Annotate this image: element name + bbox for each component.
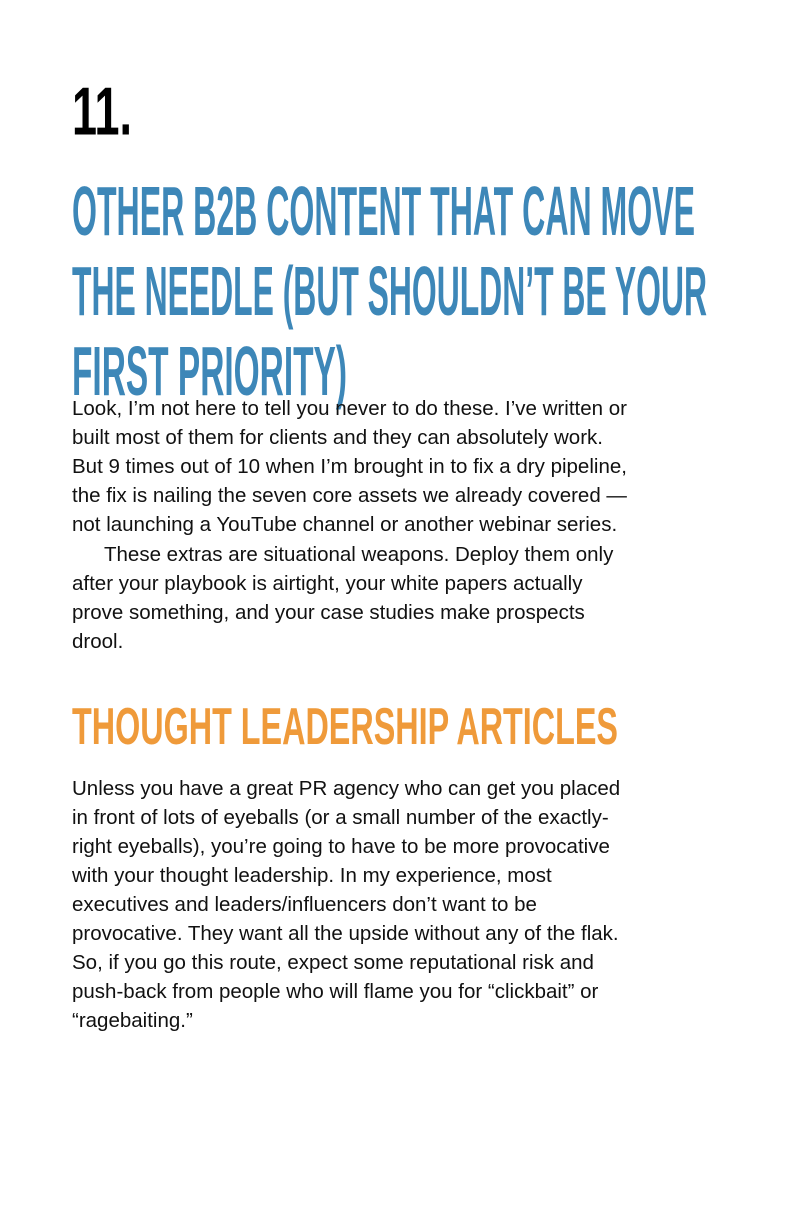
chapter-title-line: OTHER B2B CONTENT THAT CAN MOVE (72, 171, 695, 251)
section-paragraph (72, 774, 620, 1035)
text-line: But 9 times out of 10 when I’m brought in to fix a dry pipeline, (72, 455, 627, 478)
text-line: after your playbook is airtight, your white papers actually (72, 572, 583, 595)
text-line: provocative. They want all the upside without any of the flak. (72, 922, 619, 945)
text-line: right eyeballs), you’re going to have to be more provocative (72, 835, 610, 858)
chapter-number: 11. (72, 74, 132, 150)
intro-paragraph-2 (72, 540, 613, 656)
text-line: built most of them for clients and they can absolutely work. (72, 426, 603, 449)
text-line: So, if you go this route, expect some reputational risk and (72, 951, 594, 974)
text-line: These extras are situational weapons. Deploy them only (104, 543, 614, 566)
text-line: prove something, and your case studies make prospects (72, 601, 585, 624)
text-line: executives and leaders/influencers don’t want to be (72, 893, 537, 916)
text-line: in front of lots of eyeballs (or a small number of the exactly- (72, 806, 609, 829)
text-line: drool. (72, 630, 124, 653)
intro-paragraph-1 (72, 394, 627, 539)
text-line: the fix is nailing the seven core assets we already covered — (72, 484, 627, 507)
text-line: Unless you have a great PR agency who can get you placed (72, 777, 621, 800)
text-line: Look, I’m not here to tell you never to do these. I’ve written or (72, 397, 627, 420)
text-line: not launching a YouTube channel or another webinar series. (72, 513, 618, 536)
text-line: push-back from people who will flame you for “clickbait” or (72, 980, 599, 1003)
chapter-title-line: THE NEEDLE (BUT SHOULDN’T BE YOUR (72, 251, 707, 331)
chapter-title-line: FIRST PRIORITY) (72, 331, 347, 411)
section-heading: THOUGHT LEADERSHIP ARTICLES (72, 696, 618, 756)
text-line: “ragebaiting.” (72, 1009, 193, 1032)
text-line: with your thought leadership. In my experience, most (72, 864, 552, 887)
